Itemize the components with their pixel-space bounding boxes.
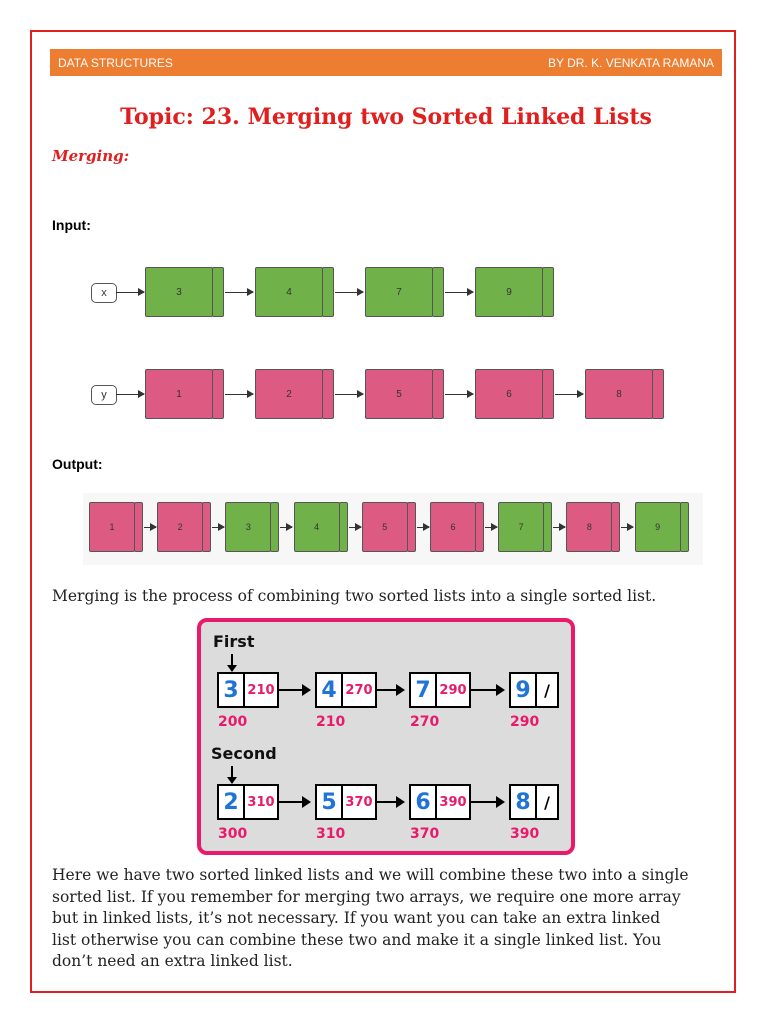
merging-definition: Merging is the process of combining two sorted lists into a single sorted list.	[52, 587, 657, 605]
list_y-node-pointer	[212, 369, 224, 419]
section-subtitle: Merging:	[52, 147, 130, 165]
output-node-value: 2	[157, 502, 203, 552]
second-mem-node	[509, 784, 559, 820]
list_y-link-arrow	[335, 394, 363, 395]
output-node-value: 6	[430, 502, 476, 552]
first-mem-next: /	[544, 680, 550, 700]
output-node-pointer	[134, 502, 143, 552]
list_x-node-pointer	[322, 267, 334, 317]
output-node-pointer	[407, 502, 416, 552]
list_x-link-arrow	[335, 292, 363, 293]
second-mem-address: 310	[316, 826, 346, 842]
list_x-node-value: 3	[145, 267, 213, 317]
explanation-line: don’t need an extra linked list.	[52, 952, 293, 970]
list_y-head-tag: y	[91, 385, 117, 405]
first-mem-value: 9	[511, 674, 537, 706]
first-mem-node	[217, 672, 279, 708]
first-mem-value: 7	[411, 674, 437, 706]
list_x-link-arrow	[225, 292, 253, 293]
list_y-head-arrow	[116, 394, 144, 395]
first-mem-link-arrow	[377, 689, 403, 691]
first-mem-value: 3	[219, 674, 245, 706]
list_x-head-arrow	[116, 292, 144, 293]
output-link-arrow	[621, 527, 633, 528]
output-link-arrow	[280, 527, 292, 528]
second-mem-address: 300	[218, 826, 248, 842]
explanation-line: Here we have two sorted linked lists and we will combine these two into a single	[52, 866, 689, 884]
output-node-pointer	[680, 502, 689, 552]
output-node-value: 4	[294, 502, 340, 552]
second-mem-next: 370	[345, 794, 373, 810]
second-mem-node	[217, 784, 279, 820]
output-node-value: 3	[225, 502, 271, 552]
second-mem-value: 2	[219, 786, 245, 818]
first-mem-address: 290	[510, 714, 540, 730]
second-mem-node	[409, 784, 471, 820]
explanation-line: but in linked lists, it’s not necessary. If you want you can take an extra linked	[52, 909, 661, 927]
output-node-value: 7	[498, 502, 544, 552]
list_x-node-pointer	[212, 267, 224, 317]
output-link-arrow	[349, 527, 361, 528]
list_x-node-pointer	[542, 267, 554, 317]
list_y-link-arrow	[225, 394, 253, 395]
second-mem-next: 310	[247, 794, 275, 810]
output-label: Output:	[52, 456, 103, 472]
list_y-link-arrow	[555, 394, 583, 395]
output-node-pointer	[270, 502, 279, 552]
second-mem-link-arrow	[279, 801, 309, 803]
first-pointer-arrow	[231, 654, 233, 670]
list_x-node-pointer	[432, 267, 444, 317]
first-mem-node	[409, 672, 471, 708]
list_y-node-pointer	[652, 369, 664, 419]
header-subject: DATA STRUCTURES	[58, 55, 173, 70]
output-node-pointer	[339, 502, 348, 552]
output-link-arrow	[553, 527, 565, 528]
list_x-node-value: 7	[365, 267, 433, 317]
explanation-line: sorted list. If you remember for merging two arrays, we require one more array	[52, 887, 681, 906]
list_x-node-value: 4	[255, 267, 323, 317]
input-label: Input:	[52, 217, 91, 233]
first-mem-link-arrow	[471, 689, 503, 691]
list_y-node-pointer	[542, 369, 554, 419]
list_y-node-value: 5	[365, 369, 433, 419]
second-mem-value: 8	[511, 786, 537, 818]
first-mem-address: 210	[316, 714, 346, 730]
second-pointer-arrow	[231, 766, 233, 782]
second-mem-next: 390	[439, 794, 467, 810]
output-node-value: 5	[362, 502, 408, 552]
explanation-line: list otherwise you can combine these two and make it a single linked list. You	[52, 930, 662, 949]
second-mem-link-arrow	[471, 801, 503, 803]
list_x-node-value: 9	[475, 267, 543, 317]
output-node-pointer	[611, 502, 620, 552]
output-link-arrow	[417, 527, 429, 528]
second-mem-value: 6	[411, 786, 437, 818]
output-link-arrow	[485, 527, 497, 528]
output-node-value: 1	[89, 502, 135, 552]
first-mem-node	[509, 672, 559, 708]
second-mem-address: 390	[510, 826, 540, 842]
second-mem-link-arrow	[377, 801, 403, 803]
memory-diagram	[197, 618, 575, 855]
list_x-head-tag: x	[91, 283, 117, 303]
second-label: Second	[211, 744, 277, 763]
list_y-node-pointer	[322, 369, 334, 419]
first-mem-address: 270	[410, 714, 440, 730]
first-mem-next: 270	[345, 682, 373, 698]
output-link-arrow	[144, 527, 156, 528]
list_y-node-value: 2	[255, 369, 323, 419]
first-mem-next: 290	[439, 682, 467, 698]
header-author: BY DR. K. VENKATA RAMANA	[547, 55, 714, 70]
output-node-pointer	[543, 502, 552, 552]
first-mem-link-arrow	[279, 689, 309, 691]
output-node-pointer	[202, 502, 211, 552]
output-node-value: 8	[566, 502, 612, 552]
list_y-node-value: 6	[475, 369, 543, 419]
second-mem-address: 370	[410, 826, 440, 842]
list_y-link-arrow	[445, 394, 473, 395]
list_y-node-pointer	[432, 369, 444, 419]
first-mem-value: 4	[317, 674, 343, 706]
second-mem-node	[315, 784, 377, 820]
second-mem-value: 5	[317, 786, 343, 818]
page-title: Topic: 23. Merging two Sorted Linked Lists	[120, 104, 652, 130]
first-mem-next: 210	[247, 682, 275, 698]
output-node-pointer	[475, 502, 484, 552]
list_y-node-value: 1	[145, 369, 213, 419]
list_x-link-arrow	[445, 292, 473, 293]
first-label: First	[213, 632, 255, 651]
output-node-value: 9	[635, 502, 681, 552]
second-mem-next: /	[544, 792, 550, 812]
first-mem-node	[315, 672, 377, 708]
page-header	[50, 49, 722, 76]
first-mem-address: 200	[218, 714, 248, 730]
output-link-arrow	[212, 527, 224, 528]
list_y-node-value: 8	[585, 369, 653, 419]
